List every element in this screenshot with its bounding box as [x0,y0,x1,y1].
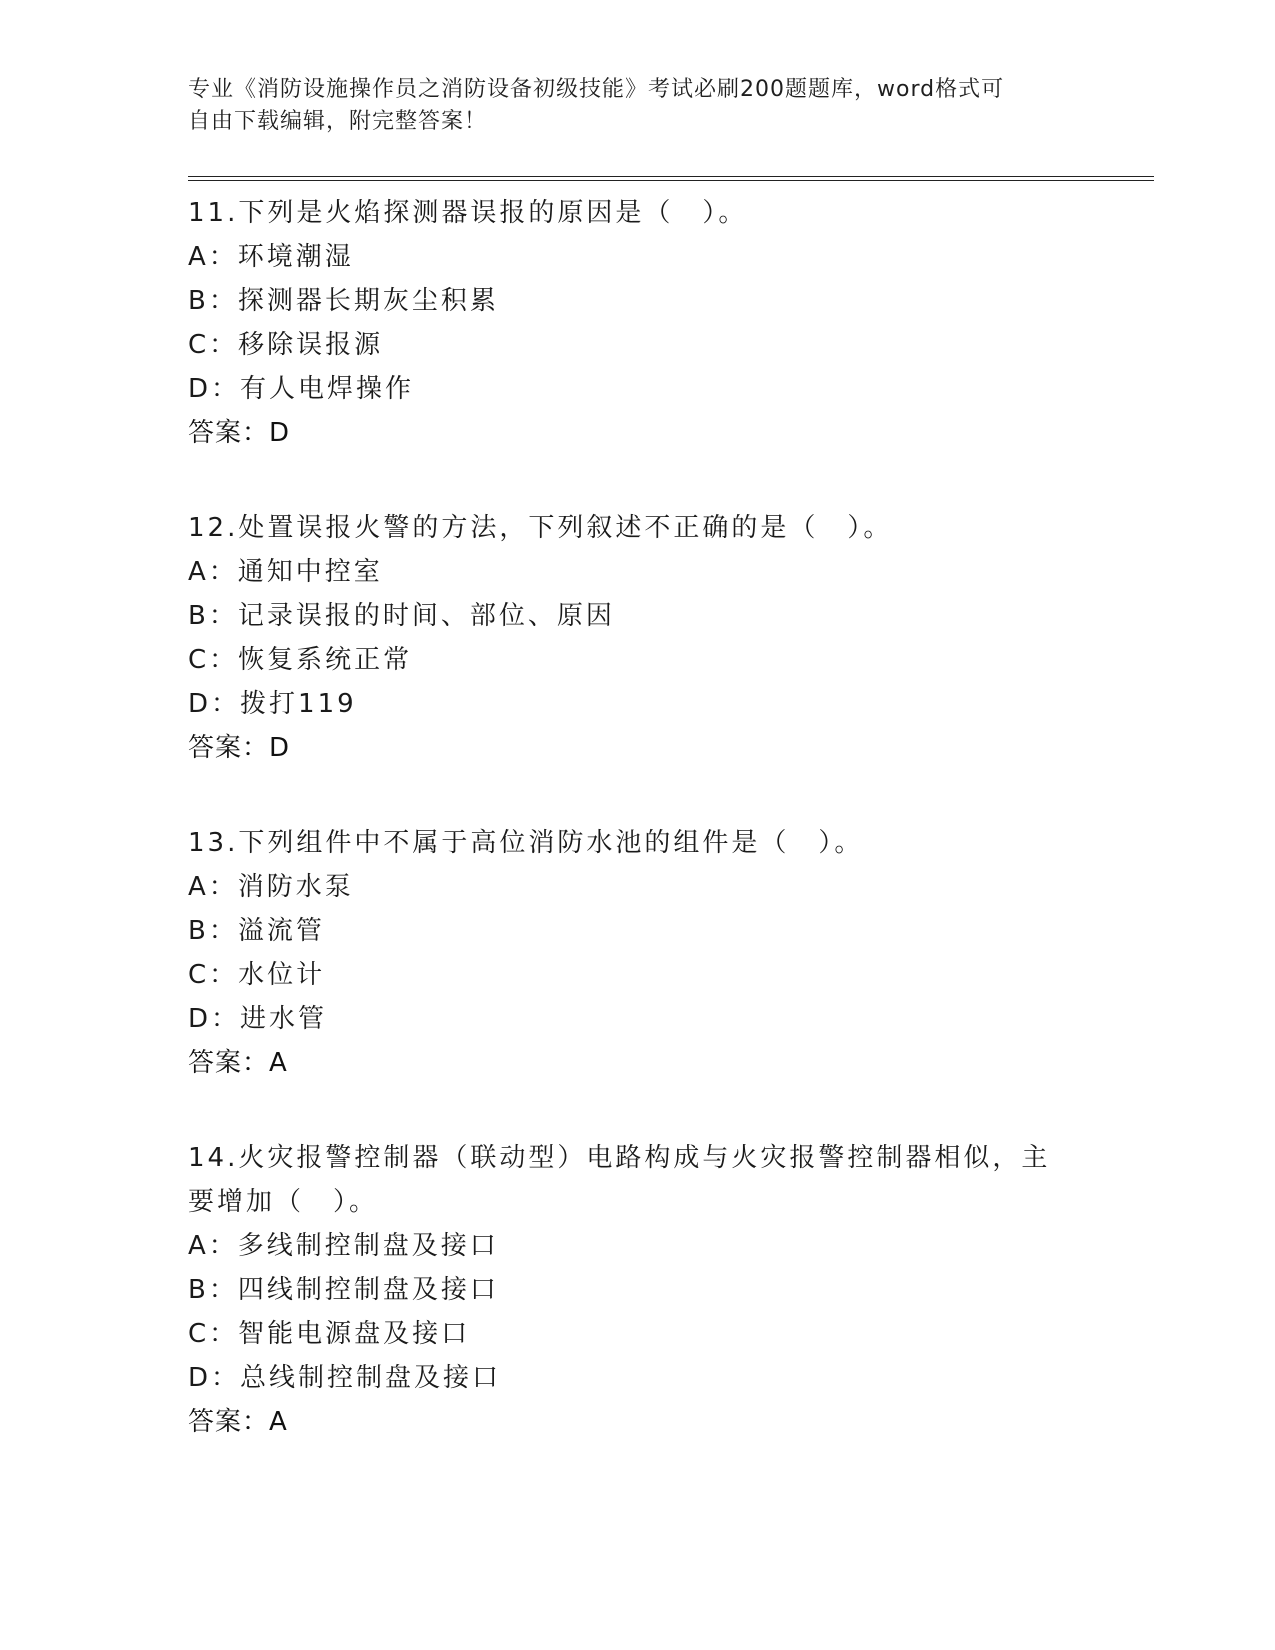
option-a: A：消防水泵 [188,872,354,902]
question-stem: 13.下列组件中不属于高位消防水池的组件是（ ）。 [188,828,864,858]
option-c: C：水位计 [188,960,326,990]
question-stem: 14.火灾报警控制器（联动型）电路构成与火灾报警控制器相似，主要增加（ ）。 [188,1143,1051,1217]
document-header [188,74,1068,138]
answer: 答案：A [188,1048,288,1078]
option-a: A：环境潮湿 [188,242,354,272]
header-line-1: 专业《消防设施操作员之消防设备初级技能》考试必刷200题题库，word格式可 [188,77,1005,102]
question-list [188,191,1088,1495]
option-c: C：移除误报源 [188,330,384,360]
option-d: D：拨打119 [188,689,357,719]
option-b: B：四线制控制盘及接口 [188,1275,499,1305]
option-b: B：记录误报的时间、部位、原因 [188,601,615,631]
option-d: D：进水管 [188,1004,328,1034]
option-c: C：恢复系统正常 [188,645,413,675]
option-a: A：通知中控室 [188,557,383,587]
answer: 答案：D [188,418,291,448]
answer: 答案：D [188,733,291,763]
option-b: B：探测器长期灰尘积累 [188,286,499,316]
question-11 [188,191,1088,455]
option-b: B：溢流管 [188,916,325,946]
header-divider [188,176,1154,181]
question-14 [188,1136,1088,1444]
question-stem: 11.下列是火焰探测器误报的原因是（ ）。 [188,198,748,228]
option-a: A：多线制控制盘及接口 [188,1231,499,1261]
question-12 [188,506,1088,770]
option-c: C：智能电源盘及接口 [188,1319,471,1349]
question-13 [188,821,1088,1085]
option-d: D：总线制控制盘及接口 [188,1363,502,1393]
header-line-2: 自由下载编辑，附完整答案！ [188,109,488,134]
option-d: D：有人电焊操作 [188,374,415,404]
answer: 答案：A [188,1407,288,1437]
question-stem: 12.处置误报火警的方法，下列叙述不正确的是（ ）。 [188,513,893,543]
